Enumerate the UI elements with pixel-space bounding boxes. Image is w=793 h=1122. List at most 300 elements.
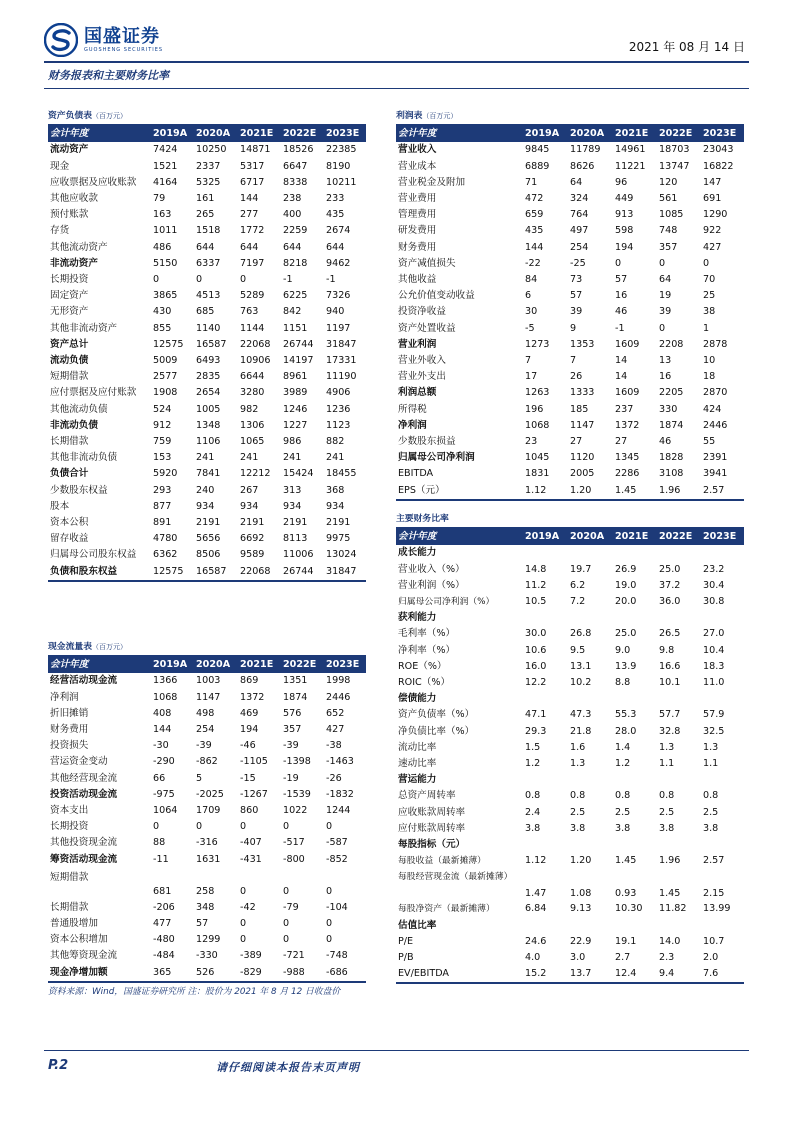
table-caption-row [48,108,366,125]
cell-value: 0 [326,885,333,897]
cell-value: 237 [615,403,634,415]
table-row [396,240,744,256]
cell-value: 194 [615,241,634,253]
cell-value: 11.2 [525,579,547,591]
cell-value: 88 [153,837,166,849]
cell-value [700,837,744,853]
column-header: 2021E [612,528,656,545]
cell-value: 17331 [326,355,357,367]
cell-value: 2191 [240,517,265,529]
row-label: 流动比率 [398,741,437,753]
cell-value: 324 [570,193,589,205]
cell-value: 6362 [153,549,178,561]
cell-value: 1.5 [525,741,541,753]
footer-rule [44,1050,749,1051]
cell-value: 36.0 [659,596,681,608]
cell-value: 1273 [525,338,550,350]
cell-value: 14 [615,355,628,367]
cell-value: -26 [326,772,342,784]
row-label: 归属母公司股东权益 [50,549,137,561]
cell-value: 0.93 [615,888,637,900]
cell-value: 469 [240,707,259,719]
cell-value: 1.08 [570,888,592,900]
cell-value: 6225 [283,290,308,302]
cell-value: 13 [659,355,672,367]
table-row [396,869,744,901]
cell-value: 12575 [153,338,184,350]
cell-value: 427 [326,724,345,736]
cell-value: 12.2 [525,677,547,689]
cell-value: 934 [283,500,302,512]
cell-value: 70 [703,274,716,286]
cell-value: -407 [240,837,262,849]
row-label: EBITDA [398,468,434,480]
cell-value: 19.0 [615,579,637,591]
row-label: 资本公积增加 [50,934,108,946]
cell-value: 144 [525,241,544,253]
cell-value: 2337 [196,160,221,172]
cell-value: 4780 [153,533,178,545]
cell-value: 27 [570,436,583,448]
cell-value: -748 [326,950,348,962]
cell-value: 0 [326,918,333,930]
row-label: 股本 [50,500,70,512]
cell-value: -2025 [196,788,224,800]
cell-value: 913 [615,209,634,221]
cell-value: 498 [196,707,215,719]
cell-value: 13.99 [703,903,731,915]
cell-value: -1105 [240,756,268,768]
cell-value: 644 [196,241,215,253]
cell-value: 2259 [283,225,308,237]
cell-value: 0.8 [703,790,719,802]
cell-value: 161 [196,193,215,205]
table-row [396,402,744,418]
cell-value: 357 [283,724,302,736]
cell-value: 15.2 [522,966,567,983]
table-row [48,965,366,982]
table-row [396,950,744,966]
cell-value: 20.0 [615,596,637,608]
cell-value: -862 [196,756,218,768]
table-row [396,545,744,561]
cell-value: 13747 [659,160,690,172]
cell-value: 19.7 [570,563,592,575]
cell-value: 7424 [153,144,178,156]
row-label: 其他非流动负债 [50,452,118,464]
row-label: 其他流动资产 [50,241,108,253]
row-label: 其他收益 [398,274,437,286]
cell-value [612,545,656,561]
cell-value: 1.3 [659,741,675,753]
cell-value: 1.3 [703,741,719,753]
cell-value: 0 [240,934,247,946]
cell-value: -39 [196,740,212,752]
column-header: 2019A [150,656,193,673]
cell-value: 1609 [615,387,640,399]
cell-value [700,918,744,934]
cell-value: 10.4 [703,644,725,656]
table-row [396,675,744,691]
row-label: 营业费用 [398,193,437,205]
cell-value: 10211 [326,176,357,188]
cell-value: 18.3 [703,660,725,672]
cell-value: 526 [193,965,237,982]
cell-value [612,772,656,788]
cell-value: 24.6 [525,935,547,947]
cell-value [522,545,567,561]
table-row [48,483,366,499]
cash-flow-table [48,639,366,983]
row-label: 其他筹资现金流 [50,950,118,962]
cell-value: -46 [240,740,256,752]
row-label: 负债合计 [50,468,89,480]
row-label: 每股经营现金流（最新摊薄） [398,872,513,883]
cell-value: 348 [196,901,215,913]
cell-value: 0 [659,257,666,269]
column-header: 2021E [612,125,656,142]
cell-value [567,918,612,934]
cell-value: 1831 [525,468,550,480]
row-label: EPS（元） [396,483,522,500]
cell-value: 7326 [326,290,351,302]
cell-value: 5317 [240,160,265,172]
cell-value: 1.96 [656,483,700,500]
cell-value: 7.2 [570,596,586,608]
cell-value: 277 [240,209,259,221]
table-row [48,369,366,385]
cell-value: 10.1 [659,677,681,689]
cell-value [700,772,744,788]
table-row [396,966,744,983]
row-label: 非流动负债 [50,419,98,431]
cell-value: 185 [570,403,589,415]
logo-mark-icon [44,23,78,57]
cell-value: 267 [240,484,259,496]
cell-value: -5 [525,322,535,334]
cell-value: 2446 [326,691,351,703]
cell-value: 39 [659,306,672,318]
cell-value: 14961 [615,144,646,156]
row-label: 长期投资 [50,274,89,286]
cell-value: 1998 [326,675,351,687]
table-row [396,626,744,642]
cell-value: 258 [196,885,215,897]
cell-value: 57 [570,290,583,302]
cell-value: 16822 [703,160,734,172]
cell-value: 6.84 [525,903,547,915]
cell-value: 0.8 [570,790,586,802]
cell-value: 934 [326,500,345,512]
cell-value: 2446 [703,419,728,431]
cell-value: 9589 [240,549,265,561]
table-row [48,868,366,900]
cell-value: 763 [240,306,259,318]
table-row [48,321,366,337]
table-row [48,434,366,450]
cell-value: 16587 [196,338,227,350]
cell-value: 10.30 [615,903,643,915]
cell-value: 25 [703,290,716,302]
cell-value [700,545,744,561]
cell-value: 2577 [153,371,178,383]
cell-value: 1.45 [615,855,637,867]
cell-value: 17 [525,371,538,383]
cell-value: -39 [283,740,299,752]
cell-value: 7841 [196,468,221,480]
cell-value: 576 [283,707,302,719]
cell-value: 96 [615,176,628,188]
row-label: 总资产周转率 [398,790,456,802]
cell-value: 449 [615,193,634,205]
cell-value: 0 [283,918,290,930]
cell-value: 1.20 [567,483,612,500]
cell-value: -1267 [240,788,268,800]
column-header: 2022E [656,125,700,142]
cell-value: 196 [525,403,544,415]
cell-value: 14.0 [659,935,681,947]
row-label: 营业利润 [398,338,437,350]
cell-value: 3.8 [525,822,541,834]
cell-value: 1.12 [522,483,567,500]
cell-value: 10.6 [525,644,547,656]
row-label: 资产减值损失 [398,257,456,269]
table-row [48,466,366,482]
cell-value: 241 [283,452,302,464]
table-row [396,175,744,191]
row-label: 预付账款 [50,209,89,221]
cell-value [656,545,700,561]
cell-value: 1011 [153,225,178,237]
cell-value: 2.57 [703,855,725,867]
cell-value: 18526 [283,144,314,156]
cell-value [567,837,612,853]
table-row [396,821,744,837]
cell-value [656,918,700,934]
cell-value: -975 [153,788,175,800]
cell-value: 19 [659,290,672,302]
table-row [48,304,366,320]
cell-value: 424 [703,403,722,415]
column-header: 2022E [280,125,323,142]
table-row [48,916,366,932]
row-label: 公允价值变动收益 [398,290,475,302]
header-rule [44,61,749,63]
cell-value: 9.0 [615,644,631,656]
cell-value: 0 [659,322,666,334]
table-row [48,272,366,288]
cell-value: 27.0 [703,628,725,640]
cell-value: 986 [283,436,302,448]
cell-value: 6644 [240,371,265,383]
cell-value: 855 [153,322,172,334]
table-caption-row [396,108,744,125]
cell-value: 1.2 [615,758,631,770]
cell-value: 4164 [153,176,178,188]
cell-value: 30.4 [703,579,725,591]
cell-value: -1398 [283,756,311,768]
table-row [396,659,744,675]
cell-value: 1.6 [570,741,586,753]
cell-value: 1022 [283,805,308,817]
cell-value: 1140 [196,322,221,334]
cell-value: 1.20 [570,855,592,867]
cell-value: 2391 [703,452,728,464]
table-row [396,191,744,207]
cell-value: 1709 [196,805,221,817]
row-label: 投资净收益 [398,306,446,318]
cell-value: 400 [283,209,302,221]
table-row [48,402,366,418]
table-row [48,515,366,531]
row-label: 固定资产 [50,290,89,302]
cell-value: 16 [615,290,628,302]
row-label: 其他应收款 [50,193,98,205]
cell-value: 22.9 [570,935,592,947]
cell-value: 0 [196,821,203,833]
cell-value: 6889 [525,160,550,172]
cell-value: 1333 [570,387,595,399]
cell-value: 0 [283,934,290,946]
column-header: 2023E [323,656,366,673]
cell-value: 15424 [283,468,314,480]
cell-value: 5009 [153,355,178,367]
cell-value: 0.8 [525,790,541,802]
cell-value: -1539 [283,788,311,800]
cell-value: 57 [615,274,628,286]
row-label: 营运资金变动 [50,756,108,768]
cell-value: 2208 [659,338,684,350]
cell-value: 0 [283,821,290,833]
cell-value [522,918,567,934]
cell-value: 1236 [326,403,351,415]
row-label: 营业成本 [398,160,437,172]
row-label: 留存收益 [50,533,89,545]
cell-value: 23 [525,436,538,448]
row-label: 投资损失 [50,740,89,752]
cell-value: 16 [659,371,672,383]
cell-value: -22 [525,257,541,269]
table-row [396,337,744,353]
table-caption-row [396,511,744,528]
report-date: 2021 年 08 月 14 日 [628,40,745,54]
table-row [396,643,744,659]
cell-value: -104 [326,901,348,913]
cell-value: 8218 [283,257,308,269]
cell-value: 2191 [196,517,221,529]
cell-value: 8113 [283,533,308,545]
table-row [48,722,366,738]
column-header: 2023E [700,528,744,545]
column-header: 2020A [567,125,612,142]
cell-value: 26744 [283,338,314,350]
company-logo [44,23,163,57]
row-label: 流动资产 [50,144,89,156]
cell-value: 1244 [326,805,351,817]
cell-value: 2.0 [703,952,719,964]
cell-value: 652 [326,707,345,719]
row-label: 现金净增加额 [48,965,150,982]
cell-value [612,610,656,626]
row-label: 存货 [50,225,70,237]
cell-value: 1147 [570,419,595,431]
cell-value: 13.7 [567,966,612,983]
table-row [48,499,366,515]
cell-value [567,610,612,626]
table-row [396,304,744,320]
cell-value: 4.0 [525,952,541,964]
cell-value: -1 [615,322,625,334]
table-row [396,353,744,369]
cell-value: 32.5 [703,725,725,737]
row-label: 净利率（%） [398,644,456,656]
cell-value: 1.1 [703,758,719,770]
row-label: 毛利率（%） [398,628,456,640]
cell-value: 13.9 [615,660,637,672]
table-row [48,948,366,964]
column-header: 2023E [323,125,366,142]
cell-value: 5920 [153,468,178,480]
cell-value: 764 [570,209,589,221]
table-row [396,207,744,223]
row-label: 应收账款周转率 [398,806,466,818]
table-header-row [48,125,366,142]
cell-value: 1 [703,322,710,334]
cell-value: 30.8 [703,596,725,608]
cell-value [522,691,567,707]
cell-value: 1144 [240,322,265,334]
cell-value: 39 [570,306,583,318]
cell-value: 16.6 [659,660,681,672]
cell-value: 26744 [280,564,323,581]
cell-value: -1 [326,274,336,286]
cell-value: 561 [659,193,678,205]
cell-value: 0 [240,918,247,930]
table-title-text: 现金流量表 [48,642,92,652]
cell-value: 6337 [196,257,221,269]
cell-value: 8190 [326,160,351,172]
cell-value: 0.8 [615,790,631,802]
cell-value: 877 [153,500,172,512]
cell-value: 477 [153,918,172,930]
cell-value: -290 [153,756,175,768]
cell-value: 26 [570,371,583,383]
table-row [48,385,366,401]
table-title [396,108,744,125]
cell-value: 240 [196,484,215,496]
table-row [48,240,366,256]
cell-value: 1068 [153,691,178,703]
table-row [396,288,744,304]
cell-value: 2878 [703,338,728,350]
row-label: ROE（%） [398,660,447,672]
cell-value: 2286 [615,468,640,480]
cell-value: 79 [153,193,166,205]
row-label: 每股收益（最新摊薄） [398,856,486,867]
cell-value: 254 [196,724,215,736]
row-label: 归属母公司净利润（%） [398,597,495,608]
row-label: 短期借款 [50,871,89,883]
cell-value: 1874 [659,419,684,431]
cell-value: -800 [283,853,305,865]
cell-value: 7.6 [700,966,744,983]
cell-value: 13.1 [570,660,592,672]
row-label: 无形资产 [50,306,89,318]
table-row [48,223,366,239]
row-label: 研发费用 [398,225,437,237]
cell-value: 940 [326,306,345,318]
cell-value: 691 [703,193,722,205]
